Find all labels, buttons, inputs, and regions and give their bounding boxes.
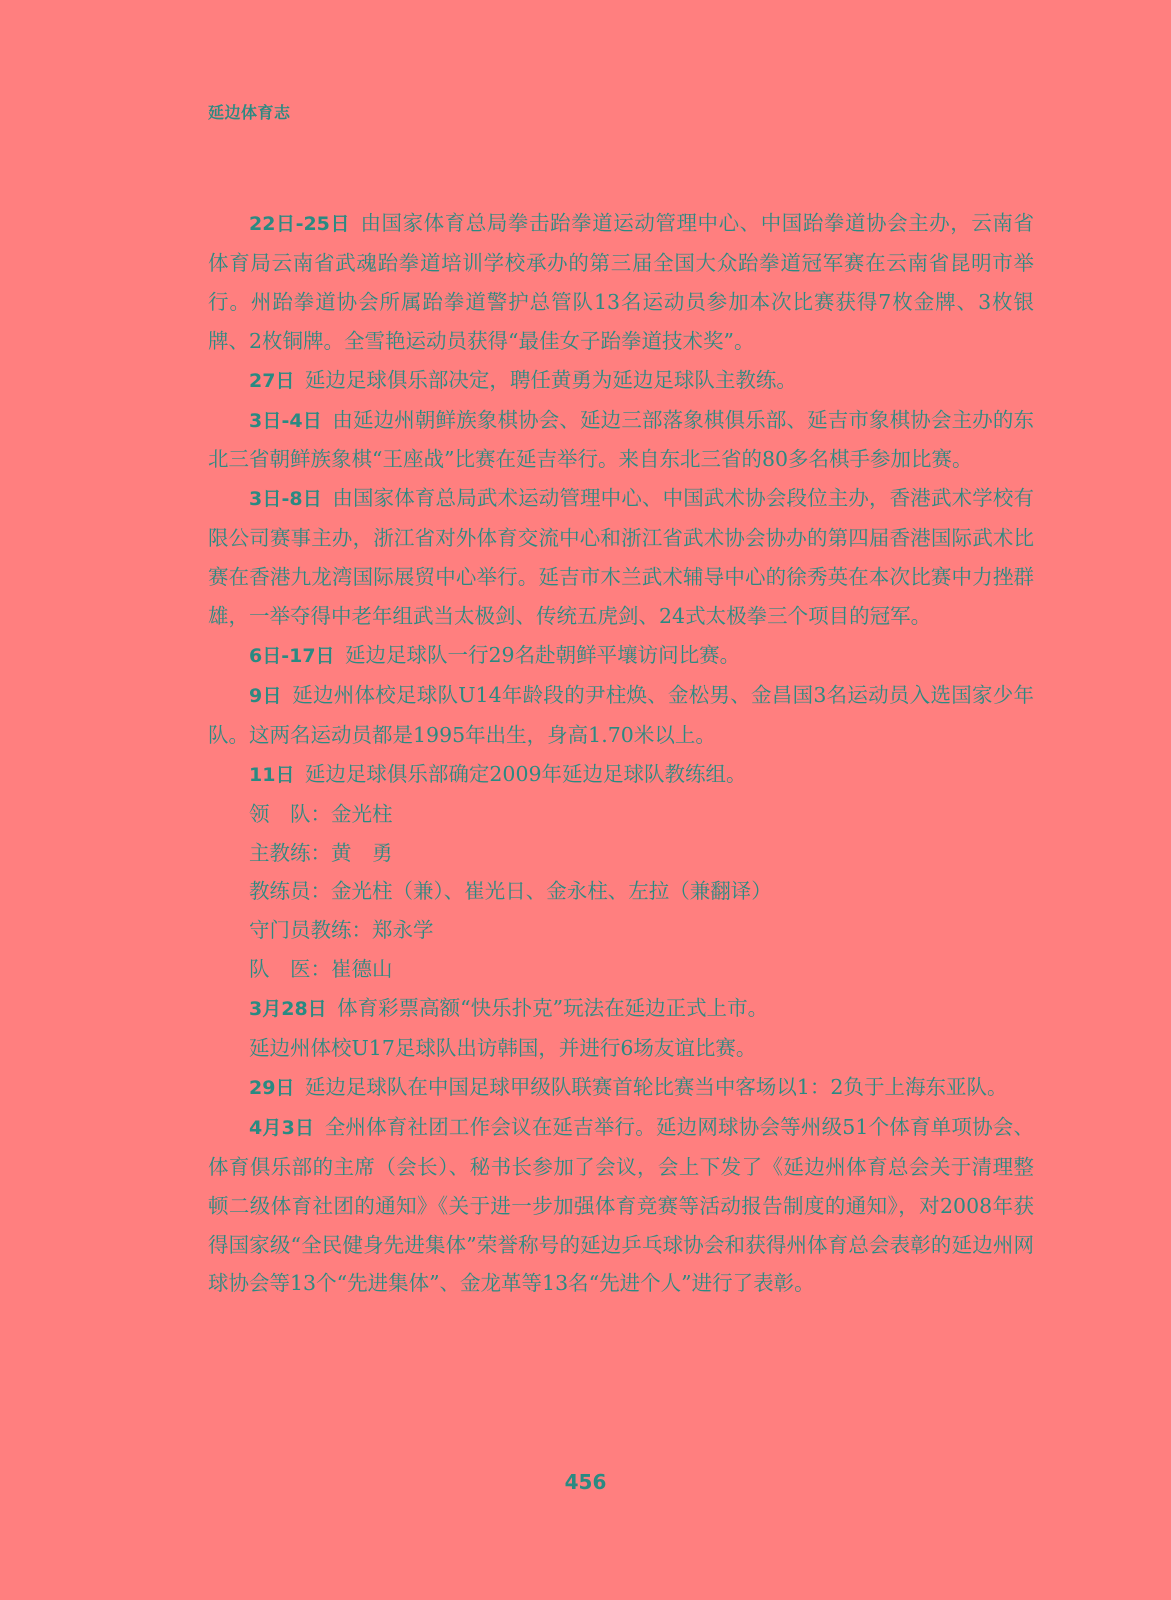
paragraph-4-3 bbox=[208, 1108, 1034, 1304]
entry-text: 延边足球队在中国足球甲级队联赛首轮比赛当中客场以1：2负于上海东亚队。 bbox=[304, 1074, 1008, 1099]
paragraph-27 bbox=[208, 361, 1034, 401]
staff-coaches bbox=[208, 872, 1034, 911]
entry-date: 29日 bbox=[249, 1076, 295, 1099]
entry-text: 领 队：金光柱 bbox=[249, 801, 393, 826]
entry-text: 由国家体育总局拳击跆拳道运动管理中心、中国跆拳道协会主办，云南省体育局云南省武魂跆拳道培训学校承办的第三届全国大众跆拳道冠军赛在云南省昆明市举行。州跆拳道协会所属跆拳道警护总管队13名运动员参加本次比赛获得7枚金牌、3枚银牌、2枚铜牌。全雪艳运动员获得“最佳女子跆拳道技术奖”。 bbox=[208, 211, 1034, 353]
paragraph-9 bbox=[208, 676, 1034, 755]
body-text bbox=[208, 204, 1034, 1303]
running-header: 延边体育志 bbox=[208, 103, 291, 122]
entry-date: 6日-17日 bbox=[249, 644, 335, 667]
entry-date: 3日-8日 bbox=[249, 488, 322, 511]
entry-text: 由延边州朝鲜族象棋协会、延边三部落象棋俱乐部、延吉市象棋协会主办的东北三省朝鲜族象棋“王座战”比赛在延吉举行。来自东北三省的80多名棋手参加比赛。 bbox=[208, 407, 1035, 472]
entry-text: 延边足球俱乐部确定2009年延边足球队教练组。 bbox=[304, 761, 747, 786]
entry-text: 延边足球俱乐部决定，聘任黄勇为延边足球队主教练。 bbox=[304, 367, 797, 392]
staff-team-doctor bbox=[208, 950, 1034, 989]
page-number: 456 bbox=[564, 1470, 607, 1494]
paragraph-u17-visit bbox=[208, 1029, 1034, 1068]
entry-text: 延边州体校足球队U14年龄段的尹柱焕、金松男、金昌国3名运动员入选国家少年队。这两名运动员都是1995年出生，身高1.70米以上。 bbox=[208, 682, 1034, 747]
entry-text: 全州体育社团工作会议在延吉举行。延边网球协会等州级51个体育单项协会、体育俱乐部的主席（会长）、秘书长参加了会议，会上下发了《延边州体育总会关于清理整顿二级体育社团的通知》《关于进一步加强体育竞赛等活动报告制度的通知》，对2008年获得国家级“全民健身先进集体”荣誉称号的延边乒乓球协会和获得州体育总会表彰的延边州网球协会等13个“先进集体”、金龙革等13名“先进个人”进行了表彰。 bbox=[208, 1114, 1034, 1296]
paragraph-11 bbox=[208, 755, 1034, 795]
entry-date: 11日 bbox=[249, 763, 295, 786]
entry-text: 队 医：崔德山 bbox=[249, 957, 393, 982]
entry-text: 主教练：黄 勇 bbox=[249, 840, 393, 865]
staff-head-coach bbox=[208, 834, 1034, 873]
entry-text: 体育彩票高额“快乐扑克”玩法在延边正式上市。 bbox=[337, 996, 769, 1021]
entry-date: 9日 bbox=[249, 684, 282, 707]
entry-date: 27日 bbox=[249, 369, 295, 392]
entry-date: 3月28日 bbox=[249, 998, 327, 1021]
paragraph-3-28 bbox=[208, 989, 1034, 1029]
paragraph-22-25 bbox=[208, 204, 1034, 361]
entry-date: 22日-25日 bbox=[249, 213, 351, 235]
entry-date: 4月3日 bbox=[249, 1116, 315, 1139]
entry-text: 延边州体校U17足球队出访韩国，并进行6场友谊比赛。 bbox=[249, 1036, 757, 1061]
paragraph-3-8 bbox=[208, 479, 1034, 636]
entry-text: 守门员教练：郑永学 bbox=[249, 918, 434, 943]
staff-team-leader bbox=[208, 795, 1034, 834]
paragraph-29 bbox=[208, 1068, 1034, 1108]
entry-text: 延边足球队一行29名赴朝鲜平壤访问比赛。 bbox=[344, 642, 741, 667]
paragraph-3-4 bbox=[208, 401, 1034, 480]
paragraph-6-17 bbox=[208, 636, 1034, 676]
entry-date: 3日-4日 bbox=[249, 409, 322, 432]
entry-text: 由国家体育总局武术运动管理中心、中国武术协会段位主办，香港武术学校有限公司赛事主办，浙江省对外体育交流中心和浙江省武术协会协办的第四届香港国际武术比赛在香港九龙湾国际展贸中心举行。延吉市木兰武术辅导中心的徐秀英在本次比赛中力挫群雄，一举夺得中老年组武当太极剑、传统五虎剑、24式太极拳三个项目的冠军。 bbox=[208, 486, 1035, 629]
entry-text: 教练员：金光柱（兼）、崔光日、金永柱、左拉（兼翻译） bbox=[249, 879, 772, 904]
staff-goalkeeper-coach bbox=[208, 911, 1034, 950]
